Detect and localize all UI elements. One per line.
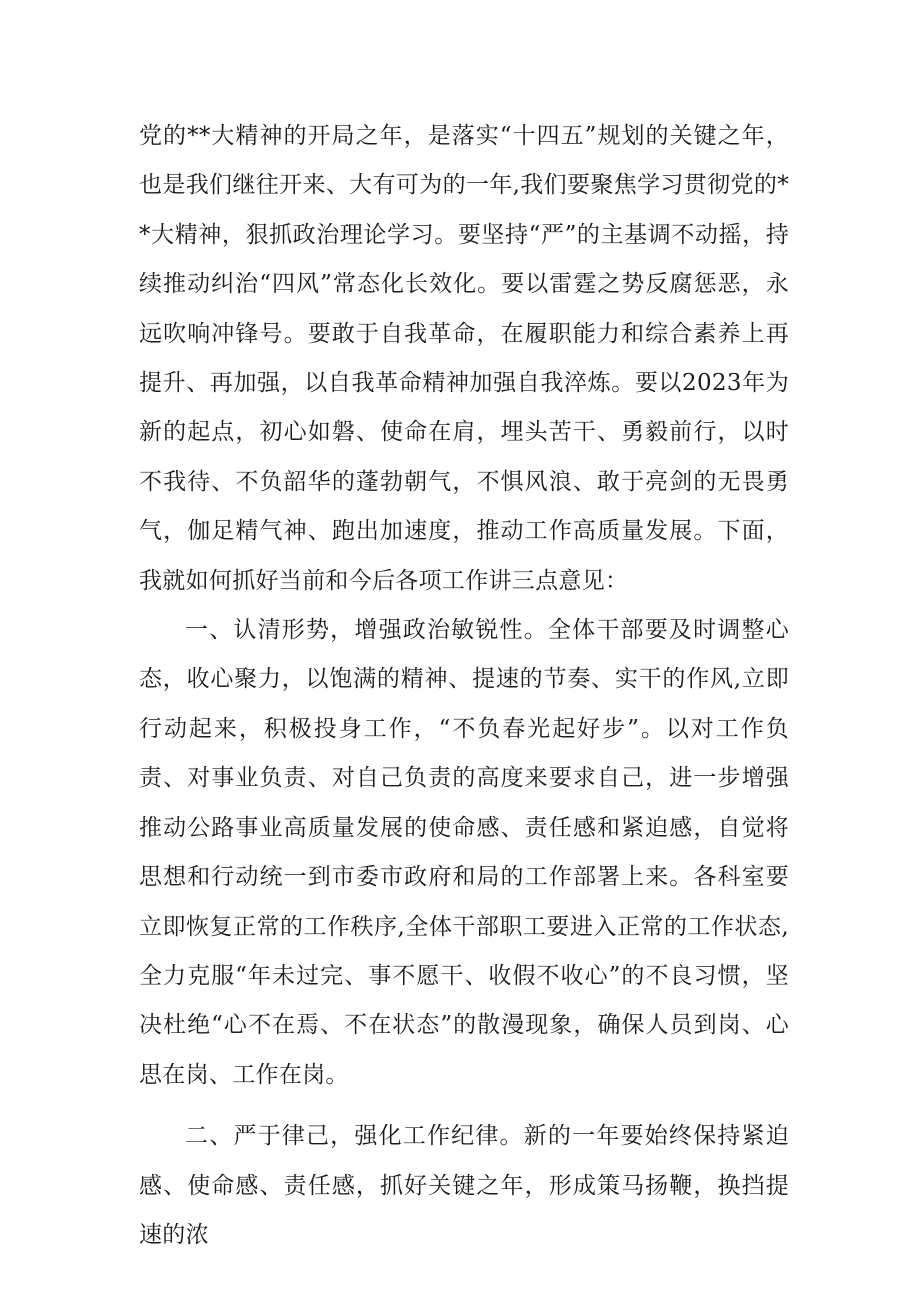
body-paragraph-section-two: 二、严于律己，强化工作纪律。新的一年要始终保持紧迫感、使命感、责任感，抓好关键之年，形成策马扬鞭，换挡提速的浓 xyxy=(139,1123,789,1248)
body-paragraph-continuation: 党的**大精神的开局之年，是落实“十四五”规划的关键之年，也是我们继往开来、大有可为的一年,我们要聚焦学习贯彻党的**大精神，狠抓政治理论学习。要坚持“严”的主基调不动摇，持续推动纠治“四风”常态化长效化。要以雷霆之势反腐惩恶，永远吹响冲锋号。要敢于自我革命，在履职能力和综合素养上再提升、再加强，以自我革命精神加强自我淬炼。要以2023年为新的起点，初心如磐、使命在肩，埋头苦干、勇毅前行，以时不我待、不负韶华的蓬勃朝气，不惧风浪、敢于亮剑的无畏勇气，伽足精气神、跑出加速度，推动工作高质量发展。下面，我就如何抓好当前和今后各项工作讲三点意见： xyxy=(139,123,789,594)
body-paragraph-section-one: 一、认清形势，增强政治敏锐性。全体干部要及时调整心态，收心聚力，以饱满的精神、提速的节奏、实干的作风,立即行动起来，积极投身工作，“不负春光起好步”。以对工作负责、对事业负责、对自己负责的高度来要求自己，进一步增强推动公路事业高质量发展的使命感、责任感和紧迫感，自觉将思想和行动统一到市委市政府和局的工作部署上来。各科室要立即恢复正常的工作秩序,全体干部职工要进入正常的工作状态,全力克服“年未过完、事不愿干、收假不收心”的不良习惯，坚决杜绝“心不在焉、不在状态”的散漫现象，确保人员到岗、心思在岗、工作在岗。 xyxy=(139,617,789,1088)
document-page xyxy=(139,112,789,1260)
